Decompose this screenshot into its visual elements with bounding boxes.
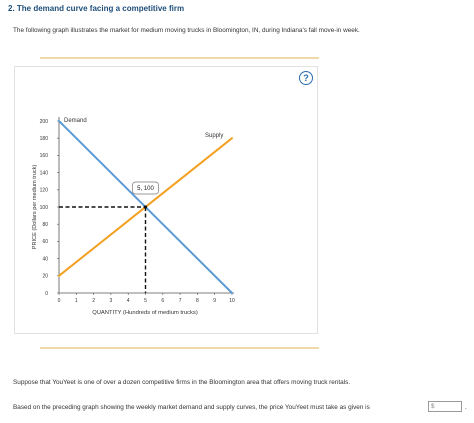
x-tick-label: 3	[109, 298, 113, 304]
question-circle-icon[interactable]: ?	[299, 71, 313, 85]
x-tick-label: 8	[196, 298, 199, 304]
y-tick-label: 180	[39, 136, 48, 142]
y-axis-label: PRICE (Dollars per medium truck)	[32, 164, 38, 250]
price-input[interactable]: $	[428, 401, 462, 412]
x-tick-label: 10	[229, 298, 235, 304]
supply-label: Supply	[205, 133, 224, 140]
y-tick-label: 20	[42, 273, 48, 280]
y-tick-label: 200	[39, 118, 48, 125]
intro-text: The following graph illustrates the market for medium moving trucks in Bloomington, IN, during Indiana's fall move-in week.	[13, 27, 360, 34]
x-tick-label: 2	[92, 298, 95, 304]
question-heading: 2. The demand curve facing a competitive firm	[8, 4, 185, 13]
chart-ticks	[40, 119, 235, 304]
scenario-text: Suppose that YouYeet is one of over a dozen competitive firms in the Bloomington area that offers moving truck rentals.	[13, 379, 351, 386]
x-tick-label: 7	[178, 298, 182, 304]
y-tick-label: 120	[39, 187, 48, 194]
y-tick-label: 60	[42, 239, 48, 246]
y-tick-label: 140	[39, 170, 48, 177]
equilibrium-point	[144, 205, 147, 208]
divider-bottom	[40, 347, 319, 349]
x-tick-label: 4	[126, 298, 130, 304]
y-tick-label: 0	[45, 290, 48, 297]
demand-label: Demand	[64, 118, 87, 124]
prompt-text: Based on the preceding graph showing the weekly market demand and supply curves, the price YouYeet must take as given is	[13, 404, 370, 411]
trailing-period: .	[465, 404, 467, 411]
x-tick-label: 0	[57, 298, 61, 304]
x-tick-label: 6	[161, 298, 165, 304]
y-tick-label: 80	[42, 222, 48, 228]
y-tick-label: 40	[42, 256, 48, 263]
x-axis-label: QUANTITY (Hundreds of medium trucks)	[92, 310, 198, 316]
y-tick-label: 160	[39, 153, 48, 160]
x-tick-label: 1	[74, 298, 78, 304]
y-tick-label: 100	[39, 204, 48, 211]
equilibrium-label: 5, 100	[137, 186, 154, 193]
x-tick-label: 9	[213, 298, 217, 304]
x-tick-label: 5	[144, 298, 147, 304]
